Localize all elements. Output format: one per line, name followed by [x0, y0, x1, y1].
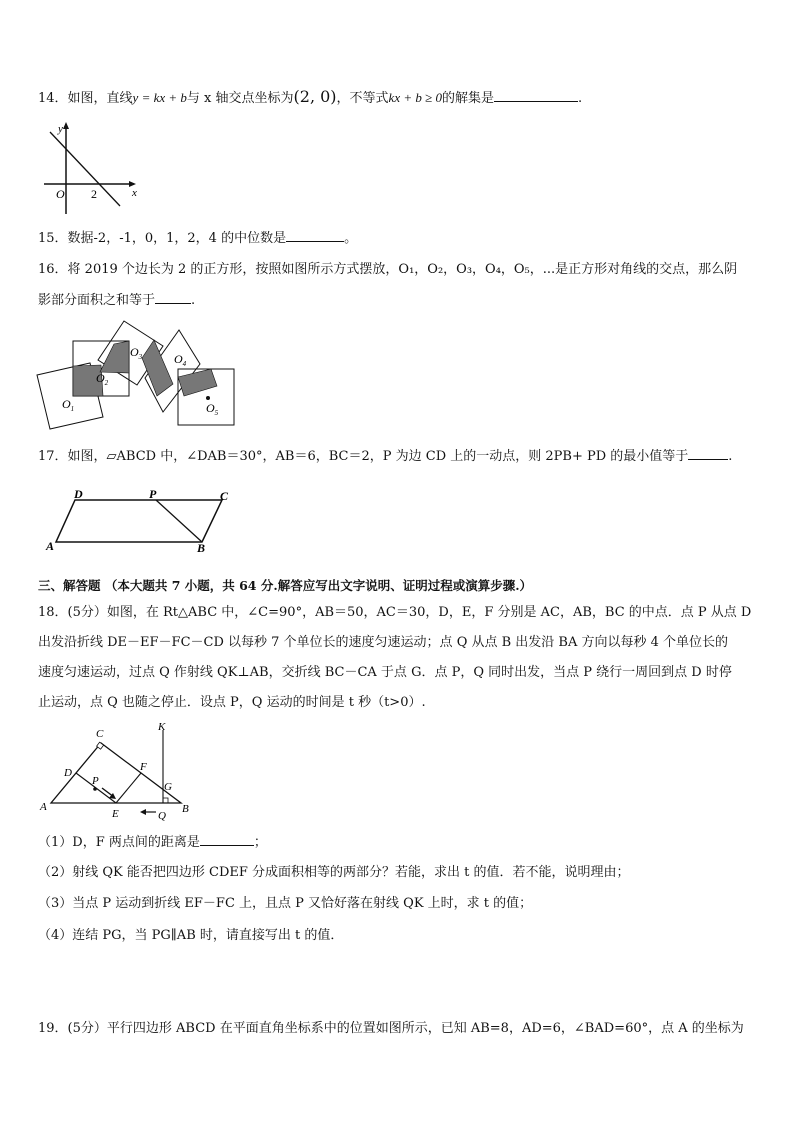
- question-18-line3: 速度匀速运动，过点 Q 作射线 QK⊥AB，交折线 BC－CA 于点 G．点 P，Q 同时出发，当点 P 绕行一周回到点 D 时停: [38, 665, 732, 680]
- right-angle-c: [97, 742, 104, 749]
- q14-point: (2, 0): [293, 87, 337, 106]
- label-a: A: [46, 539, 55, 553]
- q14-formula: y = kx + b: [132, 90, 187, 105]
- question-18-line1: 18．(5分）如图，在 Rt△ABC 中，∠C=90°，AB＝50，AC＝30，D，E，F 分别是 AC，AB，BC 的中点．点 P 从点 D: [38, 605, 752, 620]
- label-o1: $O_1$: [62, 397, 75, 413]
- question-18-line4: 止运动，点 Q 也随之停止．设点 P，Q 运动的时间是 t 秒（t>0）.: [38, 695, 426, 710]
- q16-line1: 16．将 2019 个边长为 2 的正方形，按照如图所示方式摆放，O₁，O₂，O₃，O₄，O₅，...是正方形对角线的交点，那么阴: [38, 262, 738, 277]
- q17-text: 17．如图，▱ABCD 中，∠DAB＝30°，AB＝6，BC＝2，P 为边 CD 上的一动点，则 2PB+ PD 的最小值等于: [38, 449, 689, 464]
- question-18-sub2: （2）射线 QK 能否把四边形 CDEF 分成面积相等的两部分？若能，求出 t 的值．若不能，说明理由；: [38, 865, 630, 880]
- label-b: B: [197, 541, 206, 555]
- q14-suffix: 的解集是: [442, 91, 495, 106]
- question-19: 19．(5分）平行四边形 ABCD 在平面直角坐标系中的位置如图所示，已知 AB=8，AD=6，∠BAD=60°，点 A 的坐标为: [38, 1021, 744, 1036]
- section-3-heading: 三、解答题 （本大题共 7 小题，共 64 分.解答应写出文字说明、证明过程或演算步骤.）: [38, 578, 533, 593]
- center-o5: [206, 396, 210, 400]
- segment-pb: [156, 500, 202, 542]
- label-e: E: [112, 808, 119, 820]
- label-g: G: [164, 781, 172, 793]
- q17-answer-blank: [688, 447, 728, 460]
- parallelogram-abcd: [56, 500, 222, 542]
- q18-sub1-end: ；: [253, 835, 267, 850]
- question-16-line2: [38, 291, 195, 310]
- label-p: P: [92, 775, 99, 787]
- shaded-region-4: [178, 369, 217, 396]
- y-axis-arrow: [63, 122, 69, 129]
- q18-sub1-text: （1）D，F 两点间的距离是: [38, 835, 200, 850]
- right-angle-q: [163, 798, 168, 803]
- q14-inequality: kx + b ≥ 0: [388, 90, 442, 105]
- question-15: [38, 229, 357, 248]
- question-18-sub3: （3）当点 P 运动到折线 EF－FC 上，且点 P 又恰好落在射线 QK 上时，求 t 的值；: [38, 896, 533, 911]
- arrow-q-head: [140, 809, 146, 815]
- intercept-label: 2: [91, 187, 97, 201]
- q14-end: .: [578, 91, 583, 106]
- label-o4: $O_4$: [174, 352, 187, 368]
- label-b: B: [182, 803, 189, 815]
- label-q: Q: [158, 810, 166, 822]
- q14-figure: [38, 118, 148, 218]
- question-18-line2: 出发沿折线 DE－EF－FC－CD 以每秒 7 个单位长的速度匀速运动；点 Q 从点 B 出发沿 BA 方向以每秒 4 个单位长的: [38, 635, 729, 650]
- shaded-region-3: [142, 340, 173, 396]
- q17-figure: [42, 486, 242, 556]
- label-c: C: [220, 489, 229, 503]
- q15-text: 15．数据-2，-1，0，1，2，4 的中位数是: [38, 231, 287, 246]
- label-p: P: [149, 487, 157, 501]
- label-o3: $O_3$: [130, 345, 143, 361]
- question-18-sub4: （4）连结 PG，当 PG∥AB 时，请直接写出 t 的值．: [38, 928, 344, 943]
- x-label: x: [132, 187, 137, 199]
- q14-answer-blank: [494, 89, 578, 102]
- shaded-region-2: [100, 341, 129, 373]
- label-d: D: [64, 767, 72, 779]
- label-d: D: [74, 487, 83, 501]
- q17-end: .: [728, 449, 733, 464]
- q14-prefix: 14．如图，直线: [38, 91, 133, 106]
- q15-answer-blank: [286, 229, 344, 242]
- label-a: A: [40, 801, 47, 813]
- label-o2: $O_2$: [96, 371, 109, 387]
- q16-answer-blank: [155, 291, 191, 304]
- q14-mid2: ，不等式: [336, 91, 389, 106]
- q16-end: .: [191, 293, 196, 308]
- question-17: [38, 447, 732, 466]
- q18-sub1-blank: [200, 833, 254, 846]
- q15-end: 。: [344, 231, 358, 246]
- q16-figure: [36, 318, 241, 430]
- label-f: F: [140, 761, 147, 773]
- label-o5: $O_5$: [206, 401, 219, 417]
- point-p: [93, 787, 97, 791]
- question-14: [38, 88, 582, 108]
- question-18-sub1: [38, 833, 267, 852]
- q16-line2: 影部分面积之和等于: [38, 293, 156, 308]
- origin-label: O: [56, 187, 65, 201]
- y-label: y: [58, 123, 63, 135]
- label-k: K: [158, 722, 166, 733]
- q18-figure: [36, 722, 196, 822]
- segment-ef: [116, 773, 141, 803]
- question-16-line1: [38, 261, 737, 279]
- q14-mid: 与 x 轴交点坐标为: [186, 91, 294, 106]
- label-c: C: [96, 728, 104, 740]
